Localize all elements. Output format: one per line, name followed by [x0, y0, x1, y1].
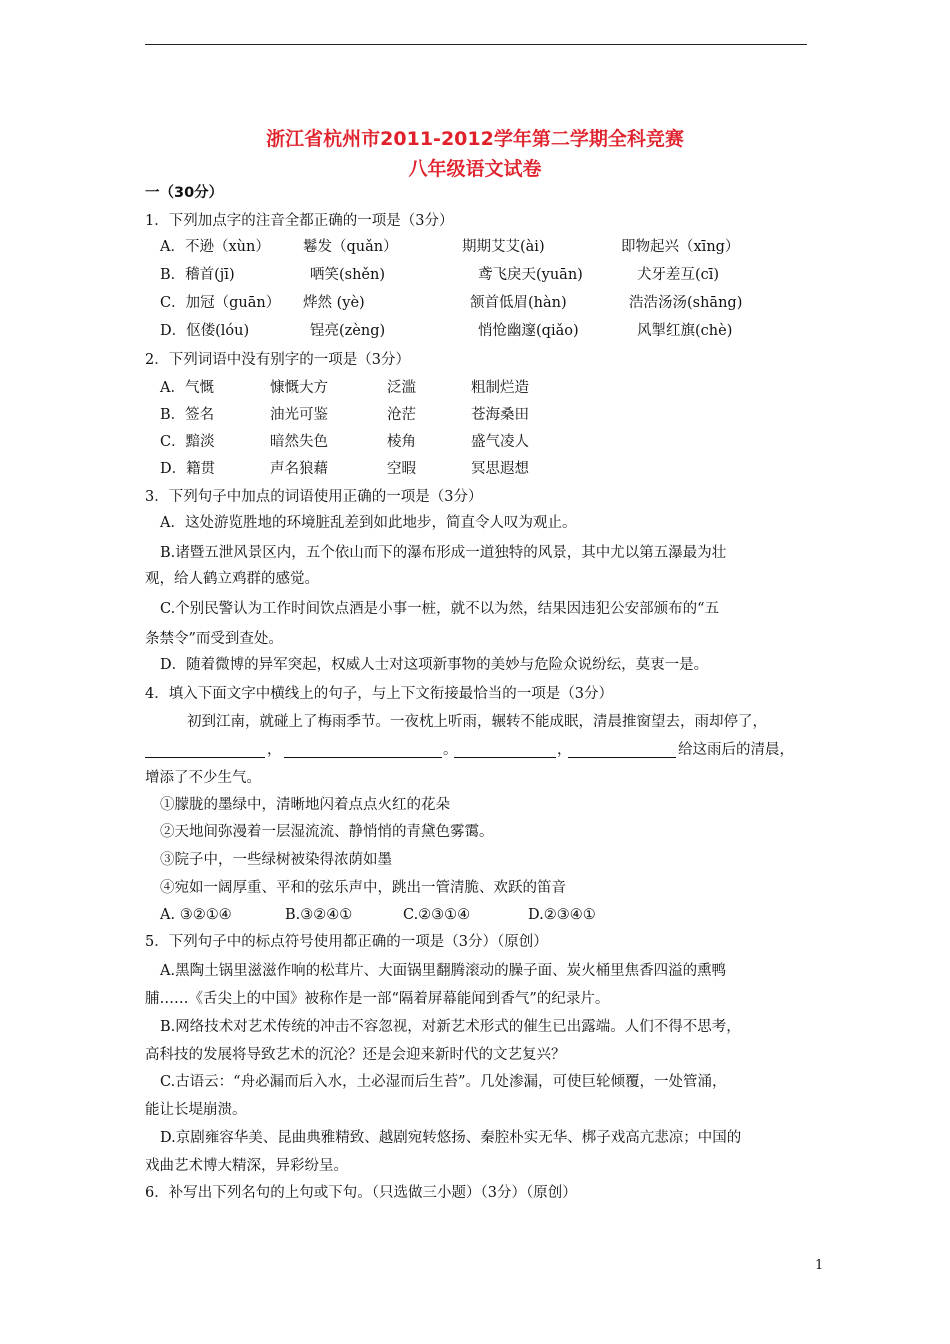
option-cell: 空暇 — [387, 461, 416, 477]
separator: ， — [267, 742, 282, 758]
option-cell: 期期艾艾(ài) — [462, 239, 545, 255]
option-cell: D．伛偻(lóu) — [160, 323, 250, 339]
option-cell: 冥思遐想 — [471, 461, 529, 477]
question-4-passage: 初到江南，就碰上了梅雨季节。一夜枕上听雨，辗转不能成眠，清晨推窗望去，雨却停了， — [187, 714, 767, 730]
option-cell: 浩浩汤汤(shāng) — [629, 295, 743, 311]
answer-blank-2[interactable] — [284, 757, 442, 758]
option-cell: 沧茫 — [387, 407, 416, 423]
option-cell: C．黯淡 — [160, 434, 215, 450]
option-cell: C．加冠（guān） — [160, 295, 281, 311]
question-5-stem: 5．下列句子中的标点符号使用都正确的一项是（3分）（原创） — [145, 934, 548, 950]
question-5-option-a: A.黑陶土锅里滋滋作响的松茸片、大面锅里翻腾滚动的臊子面、炭火桶里焦香四溢的熏鸭 — [160, 963, 727, 979]
option-cell: 慷慨大方 — [270, 380, 328, 396]
question-3-option-c-cont: 条禁令”而受到查处。 — [145, 631, 283, 647]
option-cell: 粗制烂造 — [471, 380, 529, 396]
question-4-passage-end: 增添了不少生气。 — [145, 770, 261, 786]
option-cell: 犬牙差互(cī) — [637, 267, 720, 283]
answer-option: C.②③①④ — [403, 907, 471, 923]
question-3-option-b-cont: 观，给人鹤立鸡群的感觉。 — [145, 571, 319, 587]
question-5-option-a-cont: 脯……《舌尖上的中国》被称作是一部“隔着屏幕能闻到香气”的纪录片。 — [145, 991, 610, 1007]
answer-blank-3[interactable] — [454, 757, 556, 758]
question-2-stem: 2．下列词语中没有别字的一项是（3分） — [145, 352, 410, 368]
question-6-stem: 6．补写出下列名句的上句或下句。（只选做三小题）（3分）（原创） — [145, 1185, 577, 1201]
question-5-option-d: D.京剧雍容华美、昆曲典雅精致、越剧宛转悠扬、秦腔朴实无华、梆子戏高亢悲凉；中国的 — [160, 1130, 742, 1146]
question-3-option-a: A．这处游览胜地的环境脏乱差到如此地步，简直令人叹为观止。 — [160, 515, 577, 531]
option-cell: 鬈发（quǎn） — [303, 239, 398, 255]
option-cell: D．籍贯 — [160, 461, 216, 477]
option-cell: 油光可鉴 — [270, 407, 328, 423]
option-cell: 即物起兴（xīng） — [621, 239, 740, 255]
question-5-option-b-cont: 高科技的发展将导致艺术的沉沦？还是会迎来新时代的文艺复兴？ — [145, 1047, 566, 1063]
sentence-item: ②天地间弥漫着一层湿流流、静悄悄的青黛色雾霭。 — [160, 824, 494, 840]
question-3-option-b: B.诸暨五泄风景区内，五个依山而下的瀑布形成一道独特的风景，其中尤以第五瀑最为壮 — [160, 545, 727, 561]
answer-option: D.②③④① — [528, 907, 596, 923]
option-cell: 颔首低眉(hàn) — [470, 295, 567, 311]
question-3-option-d: D．随着微博的异军突起，权威人士对这项新事物的美妙与危险众说纷纭，莫衷一是。 — [160, 657, 709, 673]
exam-subtitle: 八年级语文试卷 — [408, 158, 542, 180]
question-5-option-d-cont: 戏曲艺术博大精深，异彩纷呈。 — [145, 1158, 348, 1174]
option-cell: A．不逊（xùn） — [160, 239, 270, 255]
header-rule — [145, 44, 807, 45]
option-cell: B．稽首(jī) — [160, 267, 235, 283]
option-cell: 棱角 — [387, 434, 416, 450]
question-5-option-c-cont: 能让长堤崩溃。 — [145, 1102, 247, 1118]
option-cell: A．气慨 — [160, 380, 214, 396]
option-cell: B．签名 — [160, 407, 215, 423]
answer-blank-1[interactable] — [145, 757, 265, 758]
option-cell: 鸢飞戾天(yuān) — [478, 267, 583, 283]
separator: 。 — [443, 742, 458, 758]
option-cell: 泛滥 — [387, 380, 416, 396]
question-5-option-b: B.网络技术对艺术传统的冲击不容忽视，对新艺术形式的催生已出露端。人们不得不思考， — [160, 1019, 741, 1035]
exam-title: 浙江省杭州市2011-2012学年第二学期全科竞赛 — [266, 128, 684, 150]
sentence-item: ④宛如一阔厚重、平和的弦乐声中，跳出一管清脆、欢跃的笛音 — [160, 880, 566, 896]
option-cell: 烨然 (yè) — [303, 295, 365, 311]
option-cell: 声名狼藉 — [270, 461, 328, 477]
option-cell: 风掣红旗(chè) — [637, 323, 733, 339]
option-cell: 苍海桑田 — [471, 407, 529, 423]
option-cell: 悄怆幽邃(qiǎo) — [478, 323, 579, 339]
passage-tail: 给这雨后的清晨， — [678, 742, 794, 758]
answer-blank-4[interactable] — [568, 757, 676, 758]
question-3-option-c: C.个别民警认为工作时间饮点酒是小事一桩，就不以为然，结果因违犯公安部颁布的“五 — [160, 601, 720, 617]
question-1-stem: 1．下列加点字的注音全都正确的一项是（3分） — [145, 213, 454, 229]
option-cell: 盛气凌人 — [471, 434, 529, 450]
page-number: 1 — [815, 1258, 824, 1273]
question-3-stem: 3．下列句子中加点的词语使用正确的一项是（3分） — [145, 489, 483, 505]
question-5-option-c: C.古语云：“舟必漏而后入水，土必湿而后生苔”。几处渗漏，可使巨轮倾覆，一处管涌， — [160, 1074, 727, 1090]
answer-option: A. ③②①④ — [160, 907, 232, 923]
separator: ， — [557, 742, 572, 758]
question-4-stem: 4．填入下面文字中横线上的句子，与上下文衔接最恰当的一项是（3分） — [145, 686, 613, 702]
option-cell: 哂笑(shěn) — [310, 267, 386, 283]
option-cell: 暗然失色 — [270, 434, 328, 450]
option-cell: 锃亮(zèng) — [310, 323, 386, 339]
sentence-item: ③院子中，一些绿树被染得浓荫如墨 — [160, 852, 392, 868]
answer-option: B.③②④① — [285, 907, 353, 923]
sentence-item: ①朦胧的墨绿中，清晰地闪着点点火红的花朵 — [160, 797, 450, 813]
section-heading: 一（30分） — [145, 185, 224, 201]
